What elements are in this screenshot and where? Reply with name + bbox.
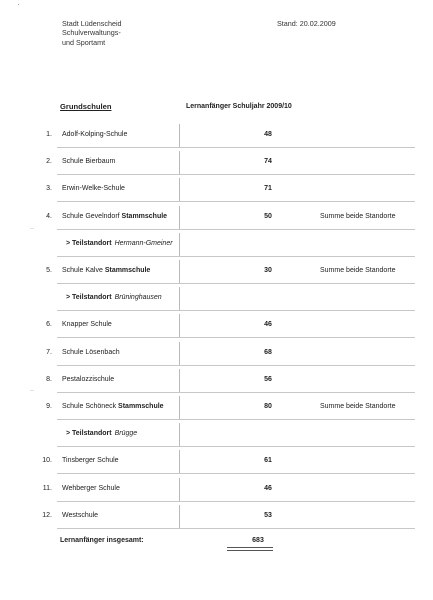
table-row [0,476,433,503]
column-divider [179,124,180,147]
row-number: 12. [42,511,52,519]
row-divider [57,147,415,148]
column-heading-schools: Grundschulen [60,102,112,111]
school-name-text: Schule Kalve [62,267,103,274]
column-divider [179,233,180,256]
sub-location-name: Hermann-Gmeiner [114,239,173,247]
school-name-text: Schule Schöneck [62,403,117,410]
column-divider [179,151,180,174]
row-divider [57,337,415,338]
row-divider [57,365,415,366]
column-divider [179,369,180,392]
column-divider [179,450,180,473]
org-line-2: Schulverwaltungs- [62,28,121,38]
margin-mark: ⌣ [30,226,34,232]
row-number: 5. [46,267,52,274]
column-divider [179,314,180,337]
enrollment-value: 74 [264,158,272,166]
school-name-text: Schule Gevelndorf [62,212,120,220]
sub-location-prefix: > Teilstandort [66,294,112,302]
school-name [62,267,150,274]
row-note: Summe beide Standorte [320,403,396,410]
school-name-text: Erwin-Welke-Schule [62,185,125,193]
school-name [62,185,125,192]
school-name [62,349,120,356]
total-label: Lernanfänger insgesamt: [60,537,144,544]
total-underline-2 [227,550,273,551]
school-name-text: Pestalozzischule [62,375,115,383]
row-divider [57,256,415,257]
column-divider [179,178,180,201]
school-name [66,240,173,247]
enrollment-value: 80 [264,403,272,410]
sub-location-prefix: > Teilstandort [66,239,112,247]
row-divider [57,392,415,393]
table-row [0,122,433,149]
enrollment-value: 46 [264,321,272,329]
table-row [0,394,433,421]
school-name-text: Wehberger Schule [62,484,120,492]
org-line-3: und Sportamt [62,37,106,47]
table-row [0,204,433,231]
row-number: 11. [42,484,52,492]
school-name [62,158,115,165]
school-name-text: Tinsberger Schule [62,457,119,465]
table-row [0,421,433,448]
table-row [0,285,433,312]
school-name-text: Knapper Schule [62,321,112,329]
column-divider [179,260,180,283]
table-row [0,503,433,530]
sub-location-prefix: > Teilstandort [66,430,112,438]
sub-location-name: Brüninghausen [114,294,162,302]
document-date: Stand: 20.02.2009 [277,19,336,28]
table-row [0,231,433,258]
column-divider [179,287,180,310]
column-divider [179,423,180,446]
school-name [62,457,119,464]
column-divider [179,206,180,229]
column-divider [179,396,180,419]
row-divider [57,473,415,474]
enrollment-value: 53 [264,511,272,519]
column-divider [179,505,180,528]
school-name-text: Westschule [62,511,99,519]
row-divider [57,174,415,175]
school-name [62,321,112,328]
enrollment-value: 68 [264,348,272,356]
row-divider [57,283,415,284]
row-number: 6. [46,321,52,329]
row-number: 1. [46,131,52,138]
column-heading-enrollment: Lernanfänger Schuljahr 2009/10 [186,103,292,110]
school-name [62,485,120,492]
row-divider [57,446,415,447]
school-name [62,403,164,410]
row-number: 9. [46,403,52,410]
table-row [0,176,433,203]
school-name-text: Schule Lösenbach [62,348,120,356]
school-name-text: Adolf-Kolping-Schule [62,131,128,138]
row-divider [57,528,415,529]
table-row [0,340,433,367]
row-number: 10. [42,457,52,465]
total-underline-1 [227,547,273,548]
row-divider [57,229,415,230]
main-school-label: Stammschule [104,267,151,274]
enrollment-value: 46 [264,484,272,492]
row-note: Summe beide Standorte [320,267,396,274]
row-divider [57,501,415,502]
row-number: 2. [46,158,52,166]
table-row [0,367,433,394]
enrollment-value: 50 [264,212,272,220]
school-name [62,512,98,519]
total-value: 683 [252,537,264,544]
margin-mark: ⌣ [30,388,34,394]
row-divider [57,310,415,311]
sub-location-name: Brügge [114,430,138,438]
enrollment-value: 48 [264,131,272,138]
column-divider [179,342,180,365]
row-number: 7. [46,348,52,356]
row-number: 4. [46,212,52,220]
enrollment-value: 61 [264,457,272,465]
table-row [0,448,433,475]
table-row [0,312,433,339]
enrollment-value: 30 [264,267,272,274]
enrollment-value: 71 [264,185,272,193]
school-name [62,213,167,220]
school-name [62,131,127,138]
school-name [66,294,162,301]
main-school-label: Stammschule [118,403,164,410]
table-row [0,149,433,176]
enrollment-value: 56 [264,375,272,383]
row-number: 3. [46,185,52,193]
row-divider [57,419,415,420]
org-line-1: Stadt Lüdenscheid [62,19,122,28]
row-divider [57,201,415,202]
table-row [0,258,433,285]
school-name [62,376,114,383]
school-name-text: Schule Bierbaum [62,158,116,166]
column-divider [179,478,180,501]
school-name [66,430,137,437]
main-school-label: Stammschule [121,212,168,220]
row-number: 8. [46,375,52,383]
row-note: Summe beide Standorte [320,212,396,220]
